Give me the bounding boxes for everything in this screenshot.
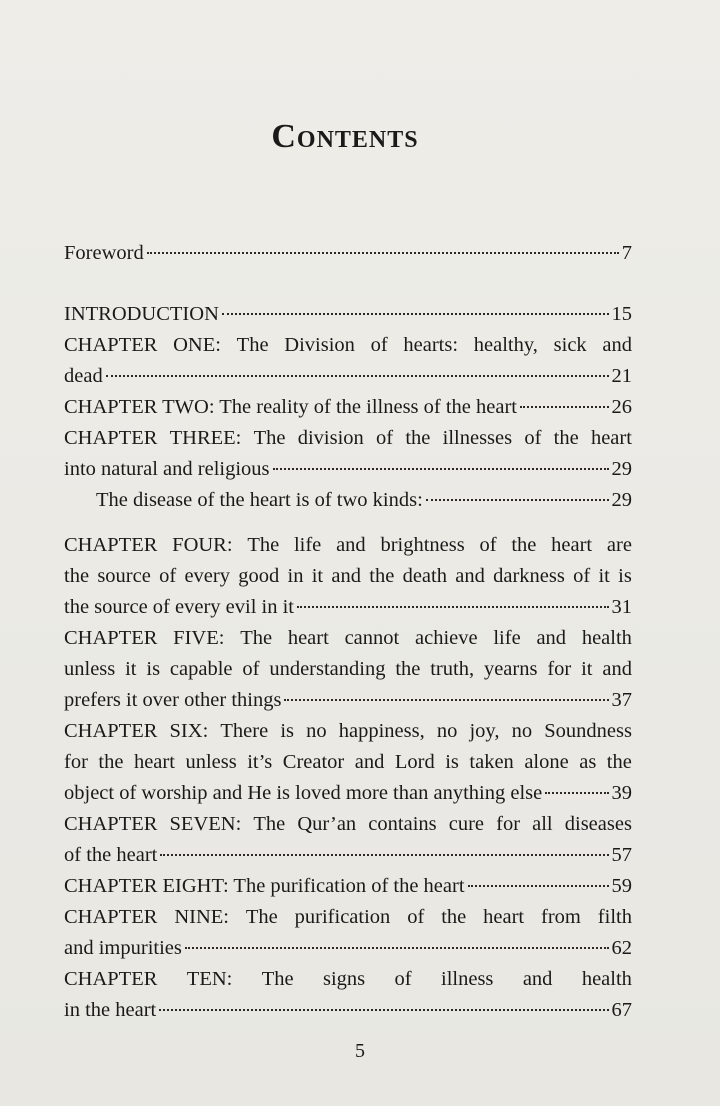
word: of [524,427,542,449]
word: Qur’an [297,813,357,835]
word: of [573,565,591,587]
entry-text: and impurities [64,937,182,959]
word: and [331,565,361,587]
entry-text-line [64,747,632,778]
word: heart [551,534,593,556]
word: is [280,720,294,742]
entry-text: prefers it over other things [64,689,282,711]
toc-entry-chapter-ten [64,964,632,1026]
entry-text: Foreword [64,242,144,264]
word: heart [590,427,632,449]
entry-page: 7 [621,242,632,264]
entry-page: 39 [611,782,632,804]
entry-text: CHAPTER TWO: The reality of the illness of the heart [64,396,517,418]
dot-leader [147,252,619,254]
word: is [445,751,459,773]
word: the [64,565,90,587]
dot-leader [468,885,609,887]
word: and [602,334,632,356]
word: life [293,534,322,556]
word: unless [185,751,237,773]
entry-page: 62 [611,937,632,959]
entry-text-line [64,716,632,747]
word: joy, [469,720,500,742]
word: it [125,658,137,680]
word: no [511,720,533,742]
word: signs [323,968,366,990]
word: illness [441,968,494,990]
word: SIX: [169,720,209,742]
word: of [479,534,497,556]
word: from [541,906,581,928]
word: CHAPTER [64,427,158,449]
word: purification [294,906,391,928]
word: the [553,427,579,449]
word: happiness, [338,720,425,742]
toc-entry-introduction [64,299,632,330]
dot-leader [106,375,609,377]
entry-text: CHAPTER EIGHT: The purification of the heart [64,875,465,897]
word: it [311,565,324,587]
word: The [247,534,280,556]
word: of [394,968,412,990]
toc-entry-chapter-three [64,423,632,485]
table-of-contents [64,238,632,1026]
word: filth [597,906,632,928]
word: the [369,565,395,587]
word: in [287,565,304,587]
word: is [146,658,161,680]
entry-text: the source of every evil in it [64,596,294,618]
word: achieve [415,627,478,649]
word: and [602,658,632,680]
word: healthy, [473,334,538,356]
word: of [407,906,425,928]
word: death [402,565,447,587]
word: CHAPTER [64,906,158,928]
word: every [184,565,230,587]
entry-text: in the heart [64,999,157,1021]
word: the [511,534,537,556]
word: of [159,565,177,587]
word: hearts: [403,334,459,356]
dot-leader [273,468,609,470]
word: no [436,720,458,742]
word: for [547,658,572,680]
word: the [405,427,431,449]
word: The [236,334,269,356]
word: no [306,720,327,742]
word: the [441,906,467,928]
word: Lord [394,751,435,773]
word: it [598,565,610,587]
entry-text-line [64,423,632,454]
word: life [493,627,521,649]
word: cannot [344,627,400,649]
entry-text: object of worship and He is loved more than anything else [64,782,543,804]
word: of [376,427,394,449]
entry-text: The disease of the heart is of two kinds: [96,489,423,511]
word: alone [524,751,569,773]
word: NINE: [174,906,229,928]
word: for [64,751,88,773]
word: The [245,906,278,928]
word: is [618,565,632,587]
toc-entry-chapter-four [64,530,632,623]
word: the [98,751,124,773]
toc-entry-chapter-six [64,716,632,809]
dot-leader [297,606,609,608]
word: and [354,751,385,773]
word: and [522,968,553,990]
word: SEVEN: [169,813,242,835]
word: CHAPTER [64,968,158,990]
word: and [336,534,366,556]
entry-page: 59 [611,875,632,897]
word: The [253,813,286,835]
toc-entry-disease-two-kinds [64,485,632,516]
word: the [606,751,632,773]
entry-page: 37 [611,689,632,711]
entry-page: 15 [611,303,632,325]
word: There [220,720,269,742]
word: Soundness [544,720,632,742]
entry-page: 31 [611,596,632,618]
dot-leader [160,854,608,856]
word: are [606,534,632,556]
entry-page: 67 [611,999,632,1021]
word: the [395,658,421,680]
word: brightness [380,534,465,556]
toc-entry-chapter-five [64,623,632,716]
entry-text-line [64,561,632,592]
word: as [579,751,597,773]
entry-text-line [64,330,632,361]
entry-text-line [64,654,632,685]
word: The [253,427,286,449]
word: FIVE: [173,627,225,649]
word: THREE: [169,427,242,449]
word: CHAPTER [64,720,158,742]
dot-leader [520,406,609,408]
word: darkness [493,565,565,587]
word: for [496,813,521,835]
word: The [261,968,294,990]
word: cure [448,813,485,835]
entry-text: dead [64,365,103,387]
word: health [581,627,632,649]
toc-entry-chapter-one [64,330,632,392]
entry-text-line [64,902,632,933]
word: illnesses [442,427,513,449]
toc-entry-chapter-two [64,392,632,423]
word: understanding [269,658,386,680]
word: CHAPTER [64,334,158,356]
entry-text-line [64,809,632,840]
word: ONE: [173,334,221,356]
word: TEN: [186,968,233,990]
word: and [455,565,485,587]
word: CHAPTER [64,813,158,835]
entry-text-line [64,623,632,654]
entry-text: of the heart [64,844,158,866]
word: taken [469,751,514,773]
word: The [240,627,273,649]
dot-leader [545,792,608,794]
word: and [536,627,567,649]
word: diseases [564,813,632,835]
word: CHAPTER [64,534,158,556]
word: it’s [247,751,273,773]
word: sick [553,334,587,356]
dot-leader [222,313,609,315]
page-number: 5 [355,1040,365,1062]
entry-text: INTRODUCTION [64,303,219,325]
word: yearns [483,658,538,680]
word: heart [133,751,175,773]
word: Division [284,334,355,356]
toc-entry-chapter-nine [64,902,632,964]
entry-page: 21 [611,365,632,387]
word: it [581,658,593,680]
word: truth, [430,658,475,680]
toc-entry-chapter-seven [64,809,632,871]
entry-page: 57 [611,844,632,866]
word: all [532,813,553,835]
toc-entry-foreword [64,238,632,269]
dot-leader [185,947,609,949]
word: of [370,334,388,356]
entry-page: 26 [611,396,632,418]
word: unless [64,658,116,680]
word: good [238,565,280,587]
page-title: Contents [271,118,419,155]
word: of [242,658,260,680]
entry-page: 29 [611,489,632,511]
word: CHAPTER [64,627,158,649]
word: capable [169,658,233,680]
dot-leader [284,699,608,701]
entry-page: 29 [611,458,632,480]
entry-text: into natural and religious [64,458,270,480]
word: Creator [282,751,345,773]
dot-leader [159,1009,608,1011]
entry-text-line [64,964,632,995]
word: contains [368,813,437,835]
word: FOUR: [172,534,233,556]
word: division [297,427,364,449]
word: heart [287,627,329,649]
word: heart [483,906,525,928]
toc-entry-chapter-eight [64,871,632,902]
word: source [97,565,151,587]
dot-leader [426,499,609,501]
word: health [581,968,632,990]
entry-text-line [64,530,632,561]
